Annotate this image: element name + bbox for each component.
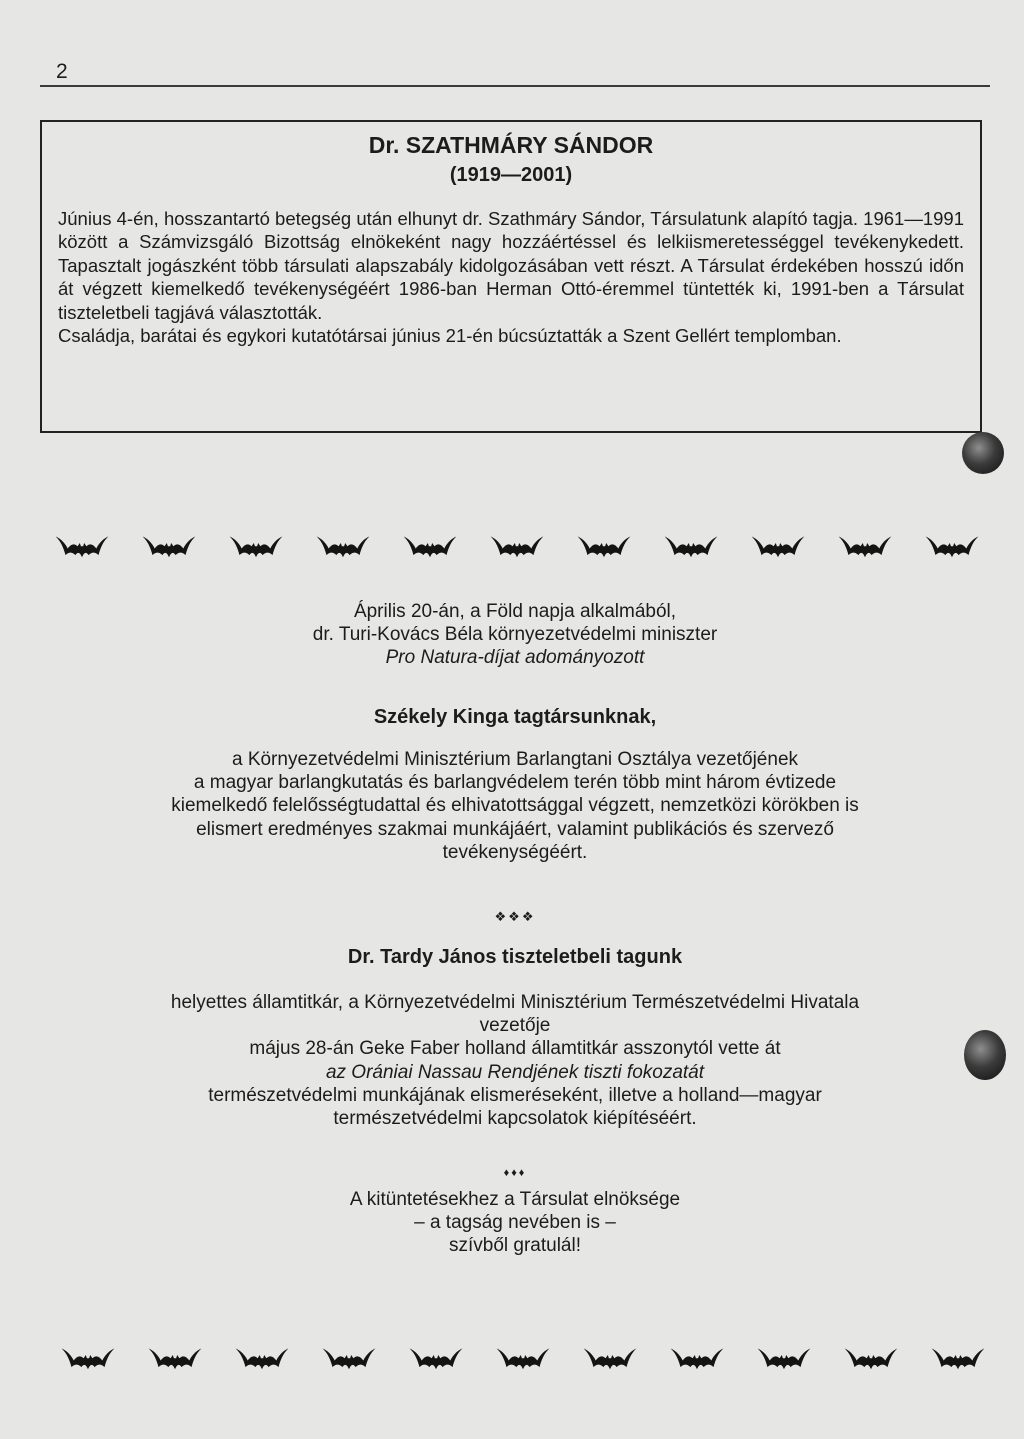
bat-icon [145,1333,205,1377]
description-line: vezetője [479,1015,551,1037]
award-recipient-2: Dr. Tardy János tiszteletbeli tagunk [347,946,683,968]
description-line: természetvédelmi munkájának elismeréseként, illetve a holland—magyar [208,1084,822,1106]
closing-line: szívből gratulál! [448,1235,581,1257]
award-recipient: Székely Kinga tagtársunknak, [373,706,657,728]
obituary-text [58,207,964,347]
obituary-paragraph: Június 4-én, hosszantartó betegség után elhunyt dr. Szathmáry Sándor, Társulatunk alapító tagja. 1961—1991 között a Számvizsgáló Bizottság elnökeként nagy hozzáértéssel és lelkiismeretességgel tevékenykedett. Tapasztalt jogászként több társulati alapszabály kidolgozásában vett részt. A Társulat érdekében hosszú időn át végzett kiemelkedő tevékenységéért 1986-ban Herman Ottó-éremmel tüntették ki, 1991-ben a Társulat tiszteletbeli tagjává választották. [58,208,964,323]
bat-icon [493,1333,553,1377]
bat-icon [313,521,373,565]
description-line: elismert eredményes szakmai munkájáért, valamint publikációs és szervező [196,818,834,840]
award-title: Pro Natura-díjat adományozott [385,647,645,669]
bat-icon [748,521,808,565]
closing-message [40,1188,990,1258]
bat-icon [667,1333,727,1377]
description-line: kiemelkedő felelősségtudattal és elhivatottsággal végzett, nemzetközi körökben is [171,795,859,817]
bat-icon [52,521,112,565]
bat-icon [319,1333,379,1377]
order-title: az Orániai Nassau Rendjének tiszti fokozatát [325,1061,705,1083]
bat-ornament-row [58,1330,988,1380]
page-number: 2 [56,60,68,83]
bat-icon [922,521,982,565]
bat-icon [232,1333,292,1377]
bat-ornament-row [52,518,982,568]
description-line: természetvédelmi kapcsolatok kiépítéséért. [333,1108,697,1130]
award-description-2 [40,991,990,1130]
bat-icon [928,1333,988,1377]
obituary-paragraph: Családja, barátai és egykori kutatótársai június 21-én búcsúztatták a Szent Gellért templomban. [58,325,842,347]
obituary-name: Dr. SZATHMÁRY SÁNDOR [368,132,654,158]
bat-icon [226,521,286,565]
award-announcement [40,600,990,670]
bat-icon [841,1333,901,1377]
announcement-line: Április 20-án, a Föld napja alkalmából, [353,601,677,622]
bat-icon [754,1333,814,1377]
description-line: helyettes államtitkár, a Környezetvédelmi Minisztérium Természetvédelmi Hivatala [170,992,860,1013]
closing-line: – a tagság nevében is – [414,1212,616,1234]
bat-icon [58,1333,118,1377]
closing-line: A kitüntetésekhez a Társulat elnöksége [349,1189,681,1210]
description-line: tevékenységéért. [442,841,588,863]
announcement-line: dr. Turi-Kovács Béla környezetvédelmi miniszter [312,624,718,646]
description-line: a Környezetvédelmi Minisztérium Barlangtani Osztálya vezetőjének [231,749,799,770]
bat-icon [400,521,460,565]
bat-icon [574,521,634,565]
description-line: a magyar barlangkutatás és barlangvédelem terén több mint három évtizede [193,772,837,794]
bat-icon [661,521,721,565]
separator-ornament-2: ♦♦♦ [503,1167,527,1179]
bat-icon [487,521,547,565]
separator-ornament: ❖❖❖ [494,909,536,924]
bat-icon [139,521,199,565]
obituary-box [40,120,982,433]
bat-icon [580,1333,640,1377]
header-rule [40,85,990,87]
obituary-years: (1919—2001) [449,164,573,186]
bat-icon [406,1333,466,1377]
description-line: május 28-án Geke Faber holland államtitkár asszonytól vette át [249,1038,781,1060]
punch-hole-mark [962,432,1004,474]
bat-icon [835,521,895,565]
award-description [40,748,990,864]
